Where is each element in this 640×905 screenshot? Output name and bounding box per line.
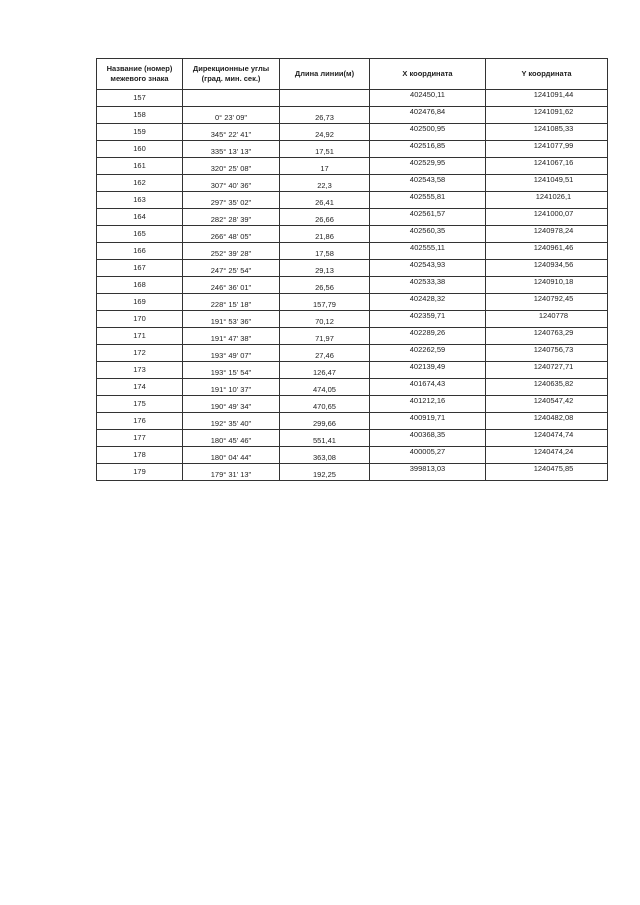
y-coordinate-cell xyxy=(486,311,608,328)
point-name-cell-value: 160 xyxy=(133,144,146,153)
x-coordinate-cell-value: 402476,84 xyxy=(409,107,446,116)
length-cell xyxy=(280,396,370,413)
x-coordinate-cell-value: 402450,11 xyxy=(410,90,445,99)
x-coordinate-cell xyxy=(370,260,486,277)
length-cell xyxy=(280,430,370,447)
point-name-cell xyxy=(97,107,183,124)
point-name-cell xyxy=(97,209,183,226)
angle-cell xyxy=(183,209,280,226)
length-cell-value: 299,66 xyxy=(313,419,336,428)
point-name-cell-value: 165 xyxy=(133,229,146,238)
angle-cell xyxy=(183,107,280,124)
length-cell-value: 470,65 xyxy=(313,402,336,411)
length-cell xyxy=(280,413,370,430)
angle-cell-value: 335° 13' 13" xyxy=(210,147,252,156)
point-name-cell-value: 170 xyxy=(133,314,146,323)
length-cell-value: 21,86 xyxy=(315,232,334,241)
x-coordinate-cell xyxy=(370,413,486,430)
x-coordinate-cell-value: 400368,35 xyxy=(409,430,446,439)
y-coordinate-cell xyxy=(486,379,608,396)
header-x-coordinate: X координата xyxy=(370,59,486,90)
angle-cell xyxy=(183,175,280,192)
y-coordinate-cell xyxy=(486,464,608,481)
x-coordinate-cell-value: 399813,03 xyxy=(409,464,446,473)
y-coordinate-cell xyxy=(486,107,608,124)
x-coordinate-cell xyxy=(370,464,486,481)
point-name-cell xyxy=(97,124,183,141)
header-y-coordinate: Y координата xyxy=(486,59,608,90)
point-name-cell xyxy=(97,243,183,260)
point-name-cell-value: 159 xyxy=(133,127,146,136)
point-name-cell-value: 171 xyxy=(133,331,146,340)
point-name-cell-value: 169 xyxy=(133,297,146,306)
length-cell xyxy=(280,379,370,396)
point-name-cell xyxy=(97,141,183,158)
point-name-cell-value: 174 xyxy=(133,382,146,391)
point-name-cell xyxy=(97,175,183,192)
y-coordinate-cell-value: 1240934,56 xyxy=(533,260,574,269)
x-coordinate-cell-value: 402555,81 xyxy=(409,192,446,201)
x-coordinate-cell-value: 402262,59 xyxy=(409,345,446,354)
point-name-cell xyxy=(97,158,183,175)
y-coordinate-cell-value: 1241026,1 xyxy=(535,192,572,201)
angle-cell xyxy=(183,277,280,294)
angle-cell xyxy=(183,124,280,141)
length-cell-value: 363,08 xyxy=(313,453,336,462)
y-coordinate-cell xyxy=(486,141,608,158)
point-name-cell xyxy=(97,345,183,362)
length-cell-value: 24,92 xyxy=(315,130,334,139)
x-coordinate-cell xyxy=(370,175,486,192)
table-row xyxy=(97,464,608,481)
x-coordinate-cell-value: 402289,26 xyxy=(409,328,446,337)
y-coordinate-cell-value: 1240635,82 xyxy=(533,379,574,388)
angle-cell xyxy=(183,192,280,209)
length-cell xyxy=(280,362,370,379)
x-coordinate-cell xyxy=(370,277,486,294)
y-coordinate-cell xyxy=(486,362,608,379)
y-coordinate-cell xyxy=(486,209,608,226)
x-coordinate-cell-value: 402359,71 xyxy=(409,311,446,320)
point-name-cell-value: 163 xyxy=(133,195,146,204)
length-cell-value: 26,66 xyxy=(315,215,334,224)
x-coordinate-cell-value: 402555,11 xyxy=(410,243,445,252)
x-coordinate-cell-value: 402529,95 xyxy=(409,158,446,167)
length-cell-value: 17 xyxy=(320,164,329,173)
length-cell-empty xyxy=(280,90,370,107)
point-name-cell-value: 172 xyxy=(133,348,146,357)
y-coordinate-cell-value: 1241077,99 xyxy=(533,141,574,150)
angle-cell xyxy=(183,362,280,379)
point-name-cell xyxy=(97,90,183,107)
x-coordinate-cell-value: 402516,85 xyxy=(409,141,446,150)
length-cell-value: 474,05 xyxy=(313,385,336,394)
y-coordinate-cell-value: 1240482,08 xyxy=(533,413,574,422)
x-coordinate-cell-value: 402543,93 xyxy=(409,260,446,269)
length-cell-value: 157,79 xyxy=(313,300,336,309)
y-coordinate-cell xyxy=(486,192,608,209)
y-coordinate-cell xyxy=(486,430,608,447)
angle-cell xyxy=(183,413,280,430)
x-coordinate-cell xyxy=(370,294,486,311)
length-cell xyxy=(280,243,370,260)
length-cell-value: 71,97 xyxy=(315,334,334,343)
point-name-cell-value: 176 xyxy=(133,416,146,425)
angle-cell-value: 179° 31' 13" xyxy=(210,470,252,479)
length-cell xyxy=(280,311,370,328)
length-cell xyxy=(280,328,370,345)
y-coordinate-cell xyxy=(486,447,608,464)
length-cell-value: 70,12 xyxy=(315,317,334,326)
angle-cell xyxy=(183,328,280,345)
length-cell-value: 17,51 xyxy=(315,147,334,156)
y-coordinate-cell xyxy=(486,226,608,243)
y-coordinate-cell-value: 1240978,24 xyxy=(533,226,574,235)
angle-cell-empty xyxy=(183,90,280,107)
point-name-cell xyxy=(97,362,183,379)
x-coordinate-cell-value: 401674,43 xyxy=(409,379,446,388)
x-coordinate-cell-value: 402560,35 xyxy=(409,226,446,235)
x-coordinate-cell xyxy=(370,209,486,226)
x-coordinate-cell xyxy=(370,192,486,209)
angle-cell-value: 192° 35' 40" xyxy=(210,419,252,428)
length-cell xyxy=(280,294,370,311)
header-line-length: Длина линии(м) xyxy=(280,59,370,90)
point-name-cell-value: 167 xyxy=(133,263,146,272)
y-coordinate-cell xyxy=(486,328,608,345)
x-coordinate-cell-value: 402428,32 xyxy=(409,294,446,303)
y-coordinate-cell-value: 1241049,51 xyxy=(533,175,574,184)
y-coordinate-cell-value: 1240475,85 xyxy=(533,464,574,473)
x-coordinate-cell-value: 402139,49 xyxy=(409,362,446,371)
y-coordinate-cell-value: 1241091,44 xyxy=(533,90,574,99)
point-name-cell xyxy=(97,379,183,396)
x-coordinate-cell xyxy=(370,158,486,175)
point-name-cell xyxy=(97,192,183,209)
angle-cell xyxy=(183,141,280,158)
angle-cell-value: 191° 10' 37" xyxy=(210,385,252,394)
length-cell xyxy=(280,158,370,175)
y-coordinate-cell xyxy=(486,345,608,362)
angle-cell xyxy=(183,294,280,311)
point-name-cell-value: 178 xyxy=(133,450,146,459)
angle-cell xyxy=(183,311,280,328)
angle-cell xyxy=(183,379,280,396)
length-cell-value: 17,58 xyxy=(315,249,334,258)
x-coordinate-cell xyxy=(370,90,486,107)
x-coordinate-cell xyxy=(370,396,486,413)
point-name-cell-value: 157 xyxy=(133,93,146,102)
table-row xyxy=(97,90,608,107)
x-coordinate-cell-value: 402561,57 xyxy=(409,209,446,218)
angle-cell xyxy=(183,158,280,175)
length-cell xyxy=(280,107,370,124)
length-cell xyxy=(280,447,370,464)
x-coordinate-cell-value: 402543,58 xyxy=(409,175,446,184)
point-name-cell-value: 168 xyxy=(133,280,146,289)
point-name-cell xyxy=(97,226,183,243)
point-name-cell-value: 162 xyxy=(133,178,146,187)
header-point-name: Название (номер) межевого знака xyxy=(97,59,183,90)
y-coordinate-cell-value: 1241091,62 xyxy=(533,107,574,116)
length-cell xyxy=(280,260,370,277)
x-coordinate-cell xyxy=(370,345,486,362)
y-coordinate-cell xyxy=(486,90,608,107)
length-cell-value: 29,13 xyxy=(315,266,334,275)
y-coordinate-cell xyxy=(486,396,608,413)
point-name-cell-value: 161 xyxy=(133,161,146,170)
angle-cell xyxy=(183,447,280,464)
table-body xyxy=(97,90,608,481)
x-coordinate-cell xyxy=(370,226,486,243)
table-header-row xyxy=(97,59,608,90)
length-cell-value: 551,41 xyxy=(313,436,336,445)
y-coordinate-cell xyxy=(486,413,608,430)
x-coordinate-cell xyxy=(370,430,486,447)
point-name-cell-value: 166 xyxy=(133,246,146,255)
point-name-cell-value: 175 xyxy=(133,399,146,408)
y-coordinate-cell-value: 1240547,42 xyxy=(533,396,574,405)
angle-cell-value: 180° 04' 44" xyxy=(210,453,252,462)
y-coordinate-cell-value: 1240474,24 xyxy=(533,447,574,456)
angle-cell-value: 282° 28' 39" xyxy=(210,215,252,224)
angle-cell-value: 297° 35' 02" xyxy=(210,198,252,207)
y-coordinate-cell-value: 1240763,29 xyxy=(533,328,574,337)
point-name-cell-value: 173 xyxy=(133,365,146,374)
length-cell-value: 192,25 xyxy=(313,470,336,479)
y-coordinate-cell xyxy=(486,124,608,141)
point-name-cell xyxy=(97,328,183,345)
x-coordinate-cell xyxy=(370,107,486,124)
point-name-cell-value: 158 xyxy=(133,110,146,119)
y-coordinate-cell xyxy=(486,243,608,260)
y-coordinate-cell-value: 1240756,73 xyxy=(533,345,574,354)
angle-cell xyxy=(183,396,280,413)
x-coordinate-cell-value: 400005,27 xyxy=(409,447,446,456)
length-cell xyxy=(280,277,370,294)
y-coordinate-cell-value: 1240792,45 xyxy=(533,294,574,303)
y-coordinate-cell-value: 1240727,71 xyxy=(533,362,574,371)
length-cell xyxy=(280,141,370,158)
x-coordinate-cell xyxy=(370,124,486,141)
y-coordinate-cell-value: 1240910,18 xyxy=(533,277,574,286)
angle-cell xyxy=(183,243,280,260)
point-name-cell xyxy=(97,447,183,464)
y-coordinate-cell xyxy=(486,294,608,311)
point-name-cell xyxy=(97,311,183,328)
y-coordinate-cell xyxy=(486,260,608,277)
y-coordinate-cell xyxy=(486,158,608,175)
angle-cell-value: 191° 53' 36" xyxy=(210,317,252,326)
length-cell xyxy=(280,345,370,362)
angle-cell-value: 252° 39' 28" xyxy=(210,249,252,258)
length-cell xyxy=(280,124,370,141)
point-name-cell-value: 177 xyxy=(133,433,146,442)
angle-cell xyxy=(183,226,280,243)
angle-cell-value: 193° 15' 54" xyxy=(210,368,252,377)
angle-cell-value: 345° 22' 41" xyxy=(210,130,252,139)
point-name-cell xyxy=(97,277,183,294)
y-coordinate-cell xyxy=(486,277,608,294)
length-cell xyxy=(280,175,370,192)
y-coordinate-cell-value: 1240474,74 xyxy=(533,430,574,439)
point-name-cell xyxy=(97,413,183,430)
length-cell-value: 26,56 xyxy=(315,283,334,292)
length-cell-value: 126,47 xyxy=(313,368,336,377)
y-coordinate-cell-value: 1241085,33 xyxy=(533,124,574,133)
angle-cell-value: 320° 25' 08" xyxy=(210,164,252,173)
point-name-cell xyxy=(97,294,183,311)
x-coordinate-cell xyxy=(370,379,486,396)
angle-cell-value: 191° 47' 38" xyxy=(210,334,252,343)
point-name-cell xyxy=(97,430,183,447)
length-cell-value: 22,3 xyxy=(317,181,332,190)
angle-cell-value: 228° 15' 18" xyxy=(210,300,252,309)
length-cell xyxy=(280,192,370,209)
length-cell-value: 26,73 xyxy=(315,113,334,122)
length-cell-value: 26,41 xyxy=(315,198,334,207)
point-name-cell xyxy=(97,260,183,277)
angle-cell-value: 247° 25' 54" xyxy=(210,266,252,275)
x-coordinate-cell xyxy=(370,328,486,345)
x-coordinate-cell-value: 402500,95 xyxy=(409,124,446,133)
angle-cell-value: 180° 45' 46" xyxy=(210,436,252,445)
length-cell xyxy=(280,226,370,243)
y-coordinate-cell-value: 1241067,16 xyxy=(533,158,574,167)
point-name-cell-value: 164 xyxy=(133,212,146,221)
length-cell xyxy=(280,464,370,481)
x-coordinate-cell xyxy=(370,447,486,464)
angle-cell-value: 190° 49' 34" xyxy=(210,402,252,411)
angle-cell xyxy=(183,430,280,447)
point-name-cell-value: 179 xyxy=(133,467,146,476)
point-name-cell xyxy=(97,464,183,481)
x-coordinate-cell-value: 400919,71 xyxy=(409,413,446,422)
header-direction-angle: Дирекционные углы (град. мин. сек.) xyxy=(183,59,280,90)
x-coordinate-cell-value: 402533,38 xyxy=(409,277,446,286)
x-coordinate-cell-value: 401212,16 xyxy=(409,396,446,405)
angle-cell-value: 193° 49' 07" xyxy=(210,351,252,360)
y-coordinate-cell-value: 1240778 xyxy=(538,311,569,320)
x-coordinate-cell xyxy=(370,141,486,158)
angle-cell xyxy=(183,260,280,277)
angle-cell xyxy=(183,345,280,362)
length-cell xyxy=(280,209,370,226)
boundary-coordinates-table xyxy=(96,58,608,481)
angle-cell-value: 246° 36' 01" xyxy=(210,283,252,292)
angle-cell-value: 266° 48' 05" xyxy=(210,232,252,241)
y-coordinate-cell-value: 1240961,46 xyxy=(533,243,574,252)
length-cell-value: 27,46 xyxy=(315,351,334,360)
angle-cell-value: 307° 40' 36" xyxy=(210,181,252,190)
y-coordinate-cell-value: 1241000,07 xyxy=(533,209,574,218)
y-coordinate-cell xyxy=(486,175,608,192)
angle-cell-value: 0° 23' 09" xyxy=(214,113,248,122)
point-name-cell xyxy=(97,396,183,413)
x-coordinate-cell xyxy=(370,243,486,260)
x-coordinate-cell xyxy=(370,311,486,328)
x-coordinate-cell xyxy=(370,362,486,379)
angle-cell xyxy=(183,464,280,481)
